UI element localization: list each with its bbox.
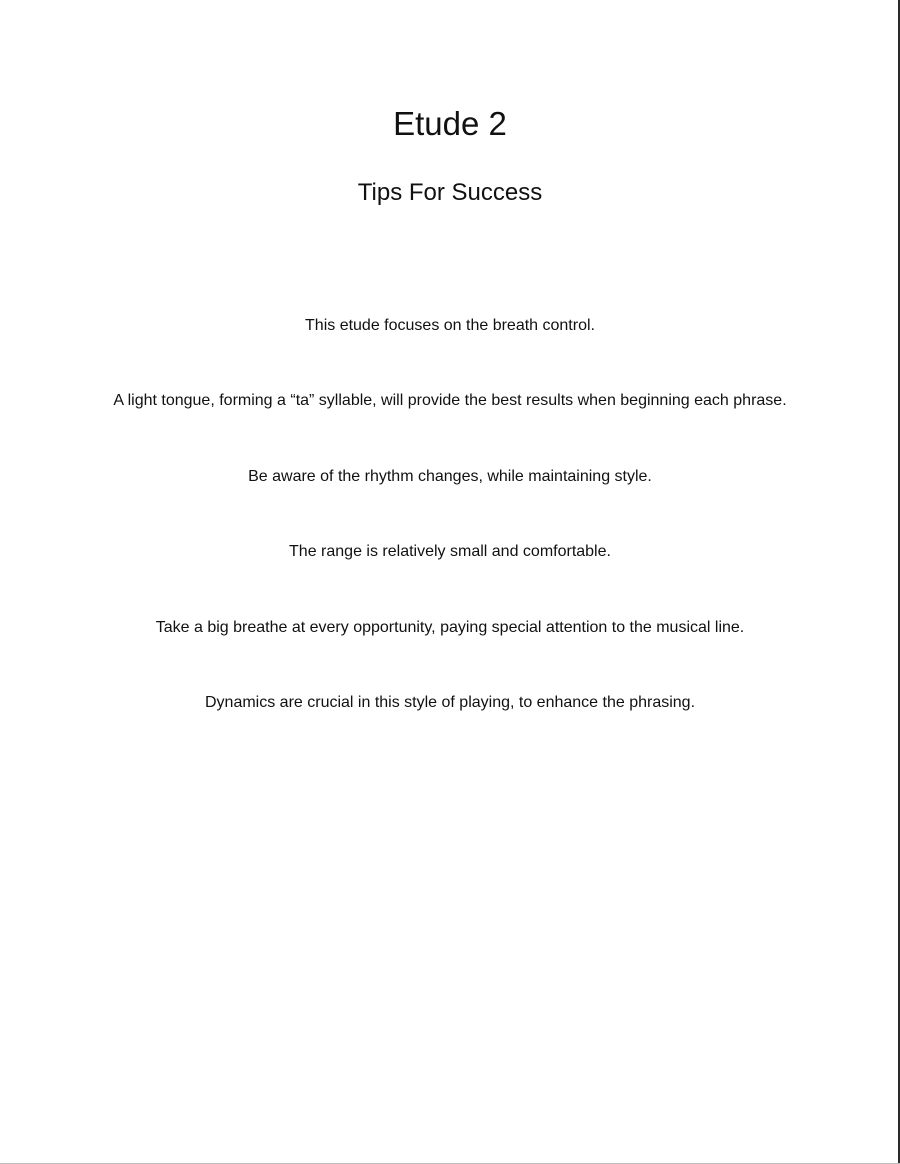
page-title: Etude 2 bbox=[393, 105, 507, 142]
tips-list bbox=[0, 314, 900, 766]
tip-light-tongue: A light tongue, forming a “ta” syllable, will provide the best results when beginning each phrase. bbox=[113, 392, 787, 410]
page-subtitle: Tips For Success bbox=[357, 179, 543, 206]
tip-big-breath: Take a big breathe at every opportunity, paying special attention to the musical line. bbox=[155, 618, 745, 636]
tip-rhythm-changes: Be aware of the rhythm changes, while maintaining style. bbox=[248, 467, 652, 485]
tip-breath-control: This etude focuses on the breath control. bbox=[305, 317, 595, 334]
tip-range: The range is relatively small and comfortable. bbox=[289, 543, 611, 561]
tip-dynamics: Dynamics are crucial in this style of playing, to enhance the phrasing. bbox=[204, 693, 696, 711]
